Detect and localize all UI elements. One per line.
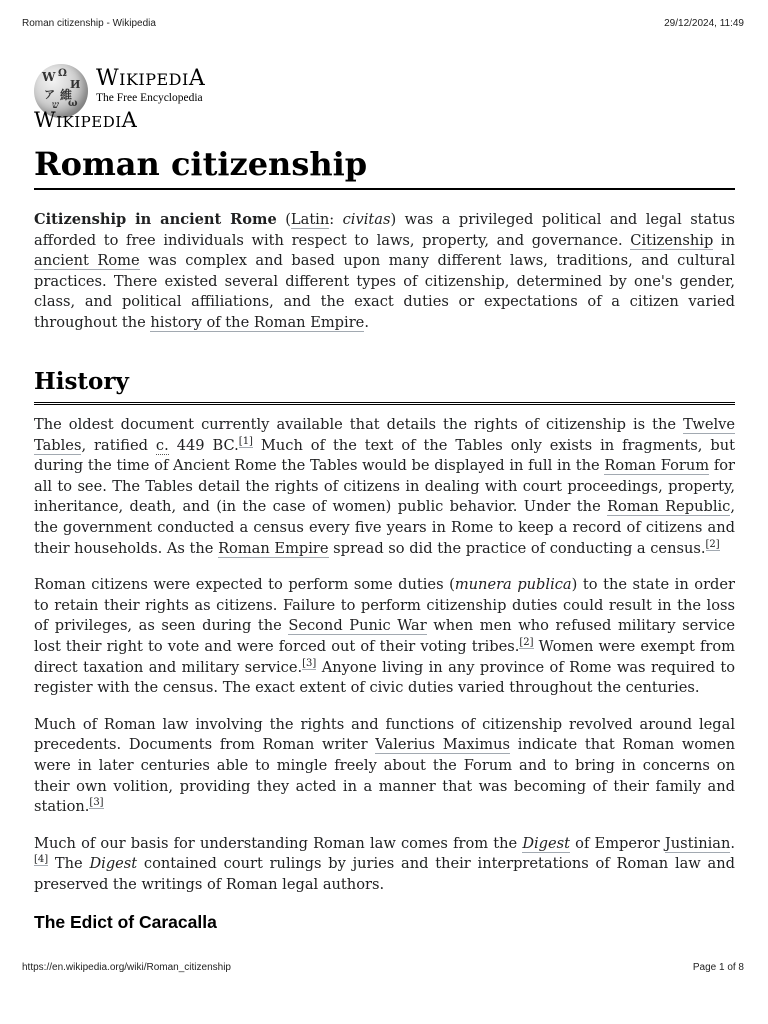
wikipedia-logo[interactable]	[34, 64, 334, 134]
citation-3[interactable]: [3]	[89, 797, 104, 809]
link-second-punic-war[interactable]: Second Punic War	[288, 617, 427, 635]
intro-section	[34, 210, 735, 334]
print-footer-url: https://en.wikipedia.org/wiki/Roman_citizenship	[22, 962, 231, 973]
link-roman-empire[interactable]: Roman Empire	[218, 539, 329, 557]
link-latin[interactable]: Latin	[290, 211, 330, 228]
citation-1[interactable]: [1]	[238, 435, 253, 447]
print-header	[0, 0, 768, 40]
wikipedia-wordmark: WIKIPEDIA	[96, 66, 206, 91]
link-digest[interactable]: Digest	[522, 834, 571, 852]
term-munera-publica: munera publica	[454, 576, 572, 594]
history-paragraph-3: Much of Roman law involving the rights and functions of citizenship revolved around legal precedents. Documents from Roman writer Valerius Maximus indicate that Roman women were in later centuries able to mingle freely about the Forum and to bring in concerns on their own volition, providing they acted in a manner that was becoming of their family and station.[3]	[34, 715, 735, 816]
link-citizenship[interactable]: Citizenship	[630, 231, 714, 249]
abbr-circa: c.	[155, 436, 169, 454]
wikipedia-tagline: The Free Encyclopedia	[96, 92, 203, 104]
citation-3[interactable]: [3]	[302, 657, 317, 669]
print-footer-page-number: Page 1 of 8	[692, 962, 744, 973]
link-twelve-tables[interactable]: Twelve Tables	[34, 416, 735, 454]
term-civitas: civitas	[342, 211, 391, 228]
link-roman-republic[interactable]: Roman Republic	[607, 498, 731, 516]
term-digest: Digest	[89, 855, 138, 873]
print-header-timestamp: 29/12/2024, 11:49	[664, 18, 744, 29]
link-history-of-roman-empire[interactable]: history of the Roman Empire	[150, 313, 365, 331]
subsection-heading-edict-of-caracalla: The Edict of Caracalla	[34, 912, 217, 932]
wikipedia-globe-icon: W Ω И ア 維 ש ω	[34, 64, 88, 118]
page-title: Roman citizenship	[34, 142, 735, 190]
citation-2[interactable]: [2]	[705, 538, 720, 550]
wikipedia-wordmark-secondary: WIKIPEDIA	[34, 108, 138, 132]
history-paragraph-4: Much of our basis for understanding Roman law comes from the Digest of Emperor Justinian.[4] The Digest contained court rulings by juries and their interpretations of Roman law and preserved the writings of Roman legal authors.	[34, 834, 735, 893]
link-roman-forum[interactable]: Roman Forum	[604, 457, 710, 475]
print-header-title: Roman citizenship - Wikipedia	[22, 18, 156, 29]
link-valerius-maximus[interactable]: Valerius Maximus	[375, 736, 511, 754]
link-ancient-rome[interactable]: ancient Rome	[34, 252, 140, 270]
history-paragraph-2: Roman citizens were expected to perform some duties (munera publica) to the state in order to retain their rights as citizens. Failure to perform citizenship duties could result in the loss of privileges, as seen during the Second Punic War when men who refused military service lost their right to vote and were forced out of their voting tribes.[2] Women were exempt from direct taxation and military service.[3] Anyone living in any province of Rome was required to register with the census. The exact extent of civic duties varied throughout the centuries.	[34, 576, 735, 697]
section-heading-history: History	[34, 366, 735, 405]
citation-4[interactable]: [4]	[34, 854, 49, 866]
intro-bold-term: Citizenship in ancient Rome	[34, 211, 277, 228]
link-justinian[interactable]: Justinian	[664, 834, 731, 852]
history-section	[34, 415, 735, 895]
intro-paragraph: Citizenship in ancient Rome (Latin: civitas) was a privileged political and legal status afforded to free individuals with respect to laws, property, and governance. Citizenship in ancient Rome was complex and based upon many different laws, traditions, and cultural practices. There existed several different types of citizenship, determined by one's gender, class, and political affiliations, and the exact duties or expectations of a citizen varied throughout the history of the Roman Empire.	[34, 211, 735, 331]
citation-2[interactable]: [2]	[519, 637, 534, 649]
history-paragraph-1: The oldest document currently available that details the rights of citizenship is the Twelve Tables, ratified c. 449 BC.[1] Much of the text of the Tables only exists in fragments, but during the time of Ancient Rome the Tables would be displayed in full in the Roman Forum for all to see. The Tables detail the rights of citizens in dealing with court proceedings, property, inheritance, death, and (in the case of women) public behavior. Under the Roman Republic, the government conducted a census every five years in Rome to keep a record of citizens and their households. As the Roman Empire spread so did the practice of conducting a census.[2]	[34, 416, 736, 557]
